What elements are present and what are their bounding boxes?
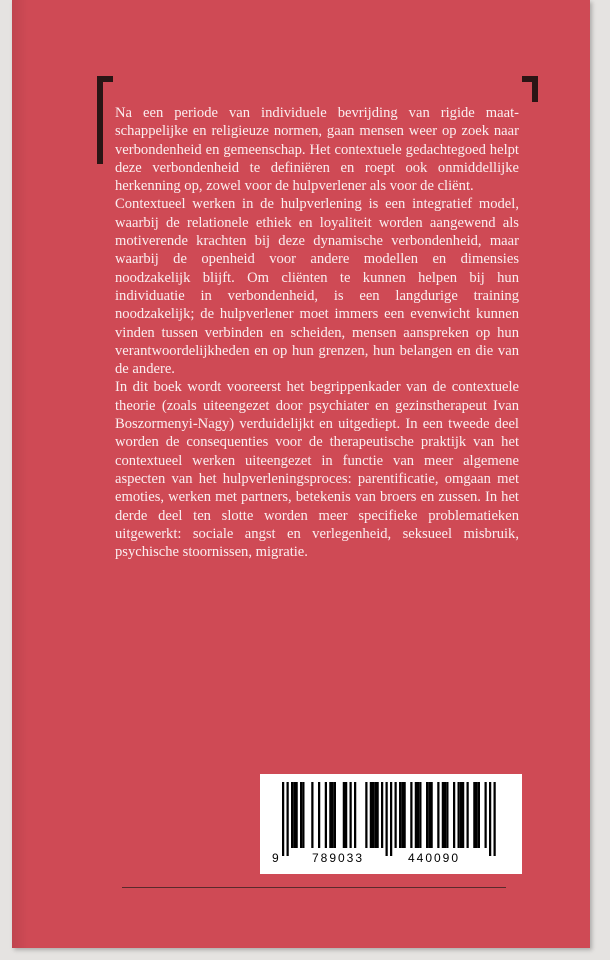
barcode-bar xyxy=(458,782,460,848)
barcode-bar xyxy=(390,782,392,856)
barcode-bar xyxy=(291,782,293,848)
barcode-bar xyxy=(334,782,336,848)
barcode-bar xyxy=(377,782,379,848)
barcode-bar xyxy=(446,782,448,848)
barcode-bar xyxy=(350,782,352,848)
barcode-bar xyxy=(345,782,347,848)
barcode-bar xyxy=(318,782,320,848)
barcode-bar xyxy=(287,782,289,856)
barcode-bar xyxy=(462,782,464,848)
barcode-bar xyxy=(293,782,295,848)
barcode-bar xyxy=(489,782,491,856)
barcode-bar xyxy=(467,782,469,848)
barcode-bar xyxy=(386,782,388,856)
decorative-bracket-right xyxy=(522,76,538,102)
barcode-bar xyxy=(437,782,439,848)
barcode-bar xyxy=(302,782,304,848)
barcode-bar xyxy=(401,782,403,848)
barcode-bar xyxy=(354,782,356,848)
barcode-bar xyxy=(282,782,284,856)
bottom-divider-line xyxy=(122,887,506,888)
blurb-text xyxy=(115,104,519,561)
barcode-bar xyxy=(453,782,455,848)
blurb-paragraph-1: Na een periode van individuele bevrijding van rigide maatschappelijke en religieuze normen, gaan mensen weer op zoek naar verbondenheid en gemeenschap. Het contextuele gedachtegoed helpt deze verbondenheid te definiëren en roept ook onmiddellijke herkenning op, zowel voor de hulpverlener als voor de cliënt. xyxy=(115,105,519,195)
barcode-bar xyxy=(460,782,462,848)
barcode-bar xyxy=(426,782,428,848)
barcode-bar xyxy=(431,782,433,848)
barcode-first-digit: 9 xyxy=(272,851,279,865)
back-cover xyxy=(12,0,590,948)
barcode-bar xyxy=(332,782,334,848)
barcode-bar xyxy=(410,782,412,848)
isbn-barcode xyxy=(260,774,522,874)
barcode-bar xyxy=(415,782,417,848)
barcode-bar xyxy=(478,782,480,848)
barcode-bar xyxy=(365,782,367,848)
barcode-bar xyxy=(370,782,372,848)
barcode-bar xyxy=(417,782,419,848)
barcode-bar xyxy=(372,782,374,848)
barcode-bar xyxy=(485,782,487,848)
barcode-bar xyxy=(381,782,383,848)
barcode-bar xyxy=(419,782,421,848)
barcode-bar xyxy=(343,782,345,848)
barcode-bar xyxy=(395,782,397,848)
barcode-bar xyxy=(476,782,478,848)
decorative-bracket-left xyxy=(97,76,113,164)
barcode-bar xyxy=(300,782,302,848)
barcode-right-digits: 440090 xyxy=(407,851,461,865)
barcode-bars xyxy=(268,780,514,868)
barcode-bar xyxy=(494,782,496,856)
barcode-bar xyxy=(325,782,327,848)
barcode-bar xyxy=(428,782,430,848)
barcode-bar xyxy=(473,782,475,848)
barcode-bar xyxy=(374,782,376,848)
blurb-paragraph-3: In dit boek wordt vooreerst het begrippenkader van de contextuele theorie (zoals uiteengezet door psychiater en gezinstherapeut Ivan Boszormenyi-Nagy) verduidelijkt en uitgediept. In een tweede deel worden de consequenties voor de therapeutische praktijk van het contextueel werken uiteengezet in functie van meer algemene aspecten van het hulpverleningsproces: parentificatie, omgaan met emoties, werken met partners, betekenis van broers en zussen. In het derde deel ten slotte worden meer specifieke problematieken uitgewerkt: sociale angst en verlegenheid, seksueel misbruik, psychische stoornissen, migratie. xyxy=(115,379,519,561)
spine-shadow xyxy=(12,0,28,948)
barcode-bar xyxy=(329,782,331,848)
barcode-bar xyxy=(296,782,298,848)
barcode-bar xyxy=(444,782,446,848)
barcode-bar xyxy=(404,782,406,848)
blurb-paragraph-2: Contextueel werken in de hulpverlening is een integratief model, waarbij de relationele ethiek en loyaliteit worden aangewend als motiverende krachten bij deze dynamische verbondenheid, maar waarbij de openheid voor andere modellen en dimensies noodzakelijk blijft. Om cliënten te kunnen helpen bij hun individuatie in verbondenheid, is een langdurige training noodzakelijk; de hulpverlener moet immers een evenwicht kunnen vinden tussen verbinden en scheiden, mensen aanspreken op hun verantwoordelijkheden en op hun grenzen, hun belangen en die van de andere. xyxy=(115,196,519,378)
barcode-left-digits: 789033 xyxy=(311,851,365,865)
barcode-bar xyxy=(311,782,313,848)
barcode-bar xyxy=(399,782,401,848)
barcode-bar xyxy=(442,782,444,848)
